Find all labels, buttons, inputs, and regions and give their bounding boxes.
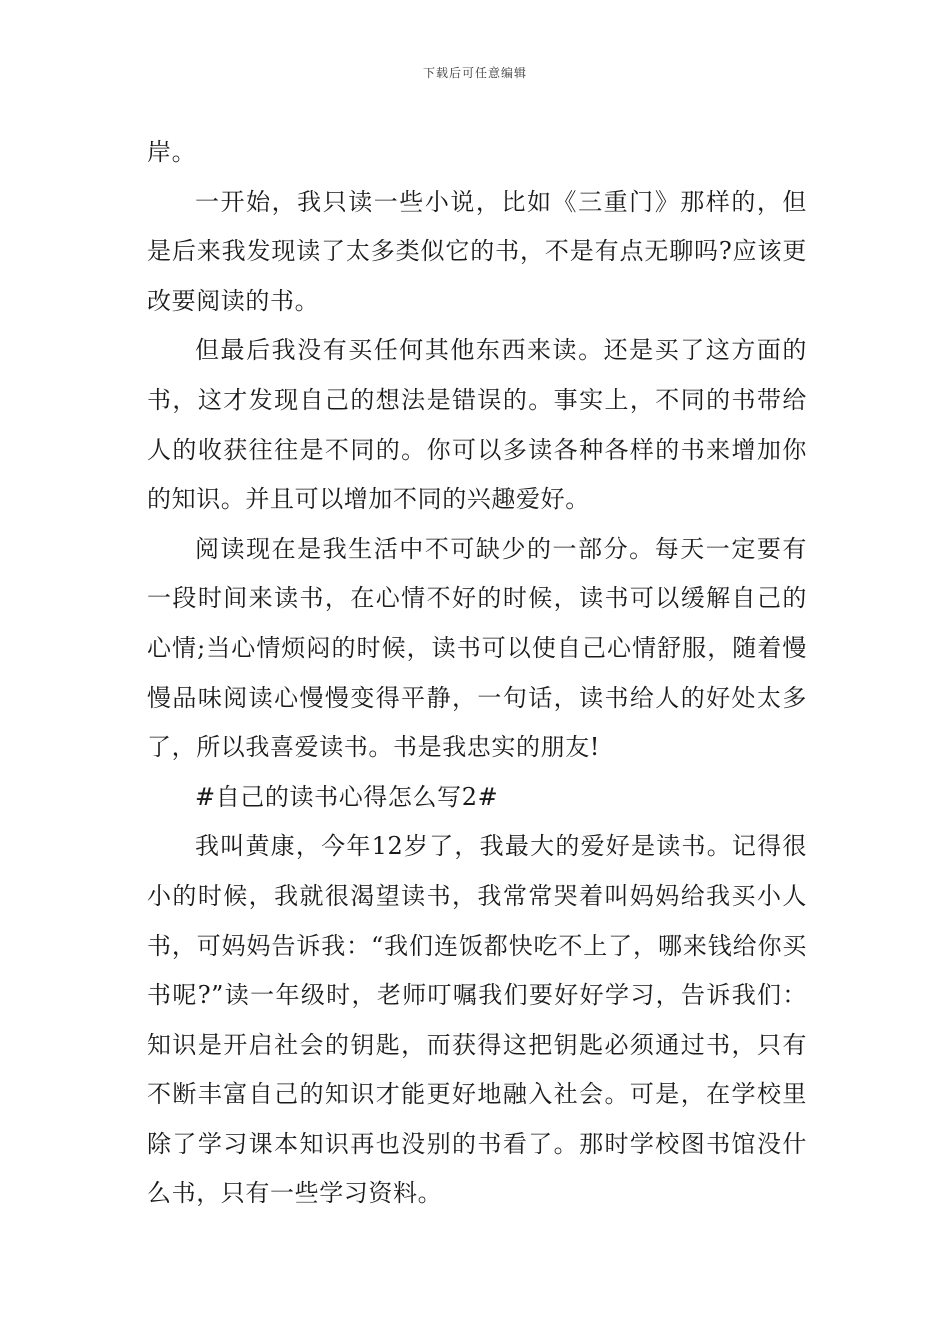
- page-header: 下载后可任意编辑: [422, 66, 527, 80]
- document-body: [147, 128, 807, 1219]
- paragraph: 一开始，我只读一些小说，比如《三重门》那样的，但是后来我发现读了太多类似它的书，不是有点无聊吗?应该更改要阅读的书。: [147, 187, 807, 315]
- paragraph-continuation: 岸。: [147, 138, 197, 166]
- paragraph: 我叫黄康，今年12岁了，我最大的爱好是读书。记得很小的时候，我就很渴望读书，我常常哭着叫妈妈给我买小人书，可妈妈告诉我：“我们连饭都快吃不上了，哪来钱给你买书呢?”读一年级时，老师叮嘱我们要好好学习，告诉我们：知识是开启社会的钥匙，而获得这把钥匙必须通过书，只有不断丰富自己的知识才能更好地融入社会。可是，在学校里除了学习课本知识再也没别的书看了。那时学校图书馆没什么书，只有一些学习资料。: [147, 832, 807, 1208]
- paragraph: 阅读现在是我生活中不可缺少的一部分。每天一定要有一段时间来读书，在心情不好的时候，读书可以缓解自己的心情;当心情烦闷的时候，读书可以使自己心情舒服，随着慢慢品味阅读心慢慢变得平静，一句话，读书给人的好处太多了，所以我喜爱读书。书是我忠实的朋友!: [147, 534, 807, 762]
- section-heading: #自己的读书心得怎么写2#: [195, 782, 499, 811]
- paragraph: 但最后我没有买任何其他东西来读。还是买了这方面的书，这才发现自己的想法是错误的。事实上，不同的书带给人的收获往往是不同的。你可以多读各种各样的书来增加你的知识。并且可以增加不同的兴趣爱好。: [147, 336, 807, 514]
